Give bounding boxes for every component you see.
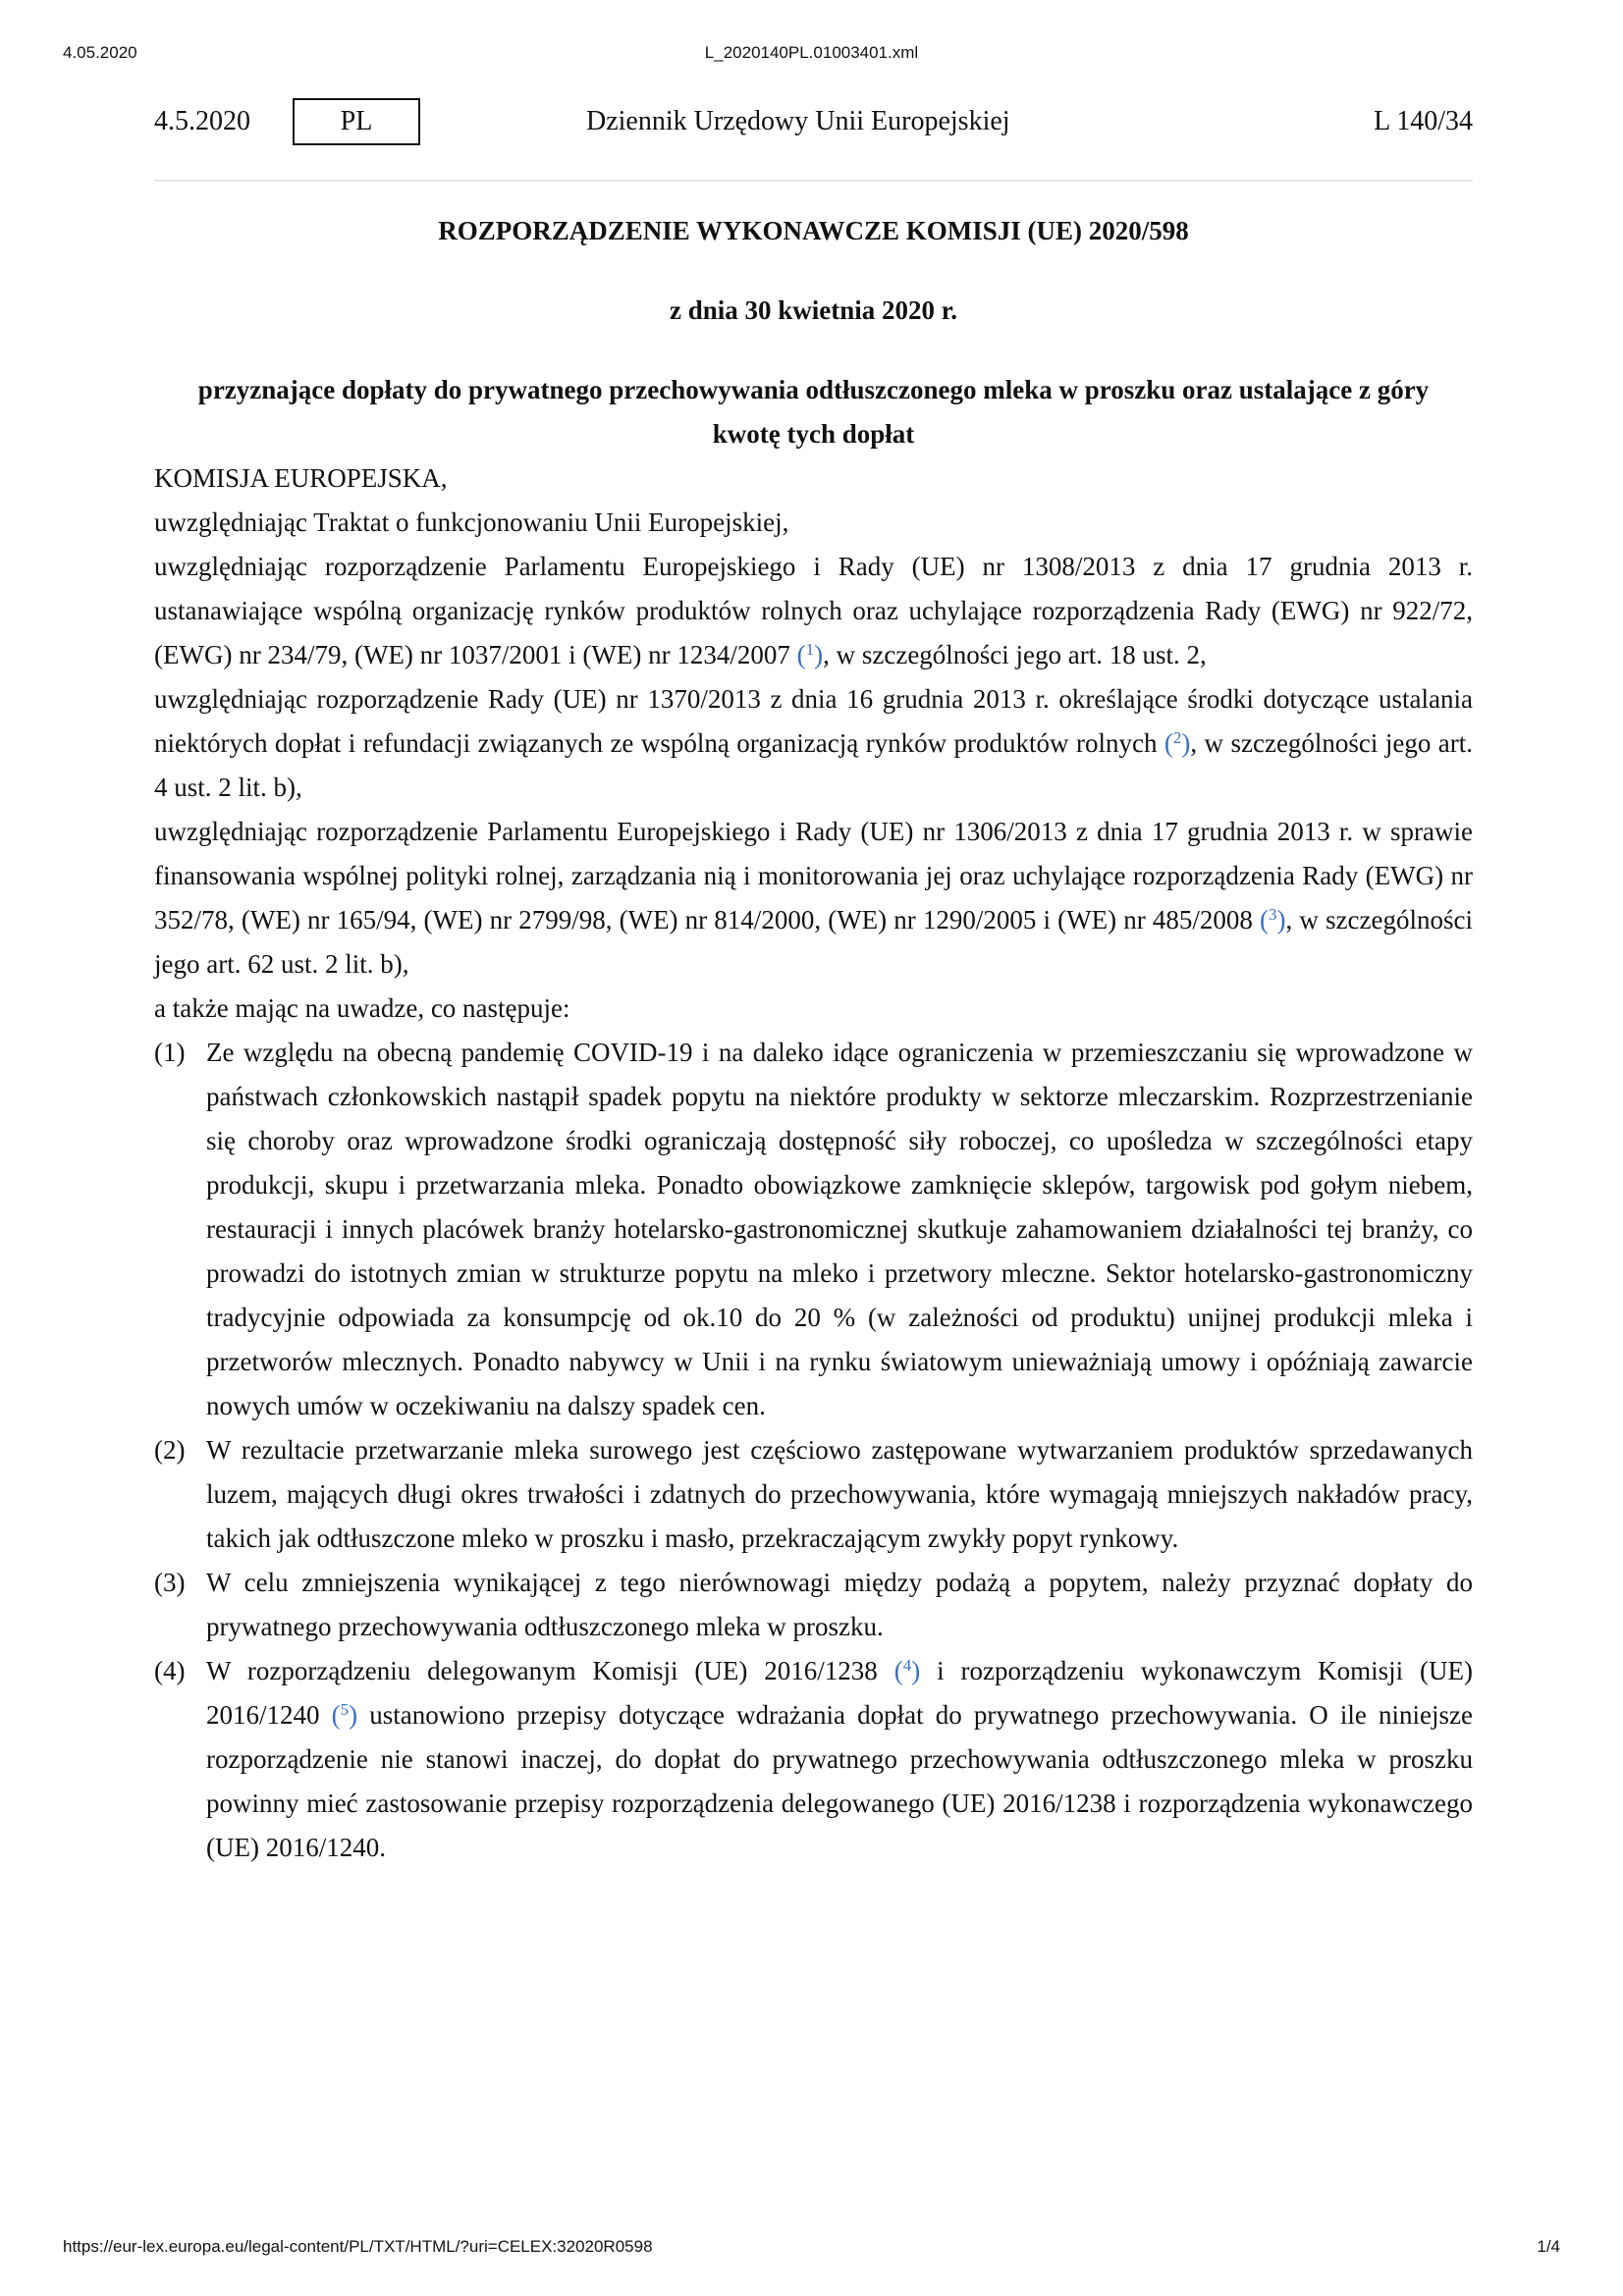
citation-text: uwzględniając rozporządzenie Parlamentu Europejskiego i Rady (UE) nr 1306/2013 z dnia 17 grudnia 2013 r. w sprawie finansowania wspólnej polityki rolnej, zarządzania nią i monitorowania jej oraz uchylające rozporządzenia Rady (EWG) nr 352/78, (WE) nr 165/94, (WE) nr 2799/98, (WE) nr 814/2000, (WE) nr 1290/2005 i (WE) nr 485/2008 (154, 817, 1473, 934)
footnote-number: 1 (805, 640, 815, 659)
document-body (154, 201, 1473, 1870)
footnote-link-5[interactable]: ($^5$) (331, 1700, 358, 1730)
recital-text-part: ustanowiono przepisy dotyczące wdrażania dopłat do prywatnego przechowywania. O ile niniejsze rozporządzenie nie stanowi inaczej, do dopłat do prywatnego przechowywania odtłuszczonego mleka w proszku powinny mieć zastosowanie przepisy rozporządzenia delegowanego (UE) 2016/1238 i rozporządzenia wykonawczego (UE) 2016/1240. (206, 1700, 1473, 1862)
citation-text: , w szczególności jego art. 18 ust. 2, (823, 640, 1207, 669)
citation-text: uwzględniając rozporządzenie Parlamentu Europejskiego i Rady (UE) nr 1308/2013 z dnia 17 grudnia 2013 r. ustanawiające wspólną organizację rynków produktów rolnych oraz uchylające rozporządzenia Rady (EWG) nr 922/72, (EWG) nr 234/79, (WE) nr 1037/2001 i (WE) nr 1234/2007 (154, 552, 1473, 669)
footnote-number: 4 (902, 1656, 912, 1675)
footnote-number: 2 (1172, 728, 1182, 747)
print-header-date: 4.05.2020 (63, 43, 137, 62)
recital-number: (1) (154, 1038, 186, 1067)
citation-2 (154, 677, 1473, 810)
footnote-link-1[interactable]: ($^1$) (796, 640, 824, 669)
recital-number: (2) (154, 1435, 186, 1465)
recital-text: W rezultacie przetwarzanie mleka surowego jest częściowo zastępowane wytwarzaniem produktów sprzedawanych luzem, mających długi okres trwałości i zdatnych do przechowywania, które wymagają mniejszych nakładów pracy, takich jak odtłuszczone mleko w proszku i masło, przekraczającym zwykły popyt rynkowy. (206, 1435, 1473, 1553)
recital-4 (154, 1649, 1473, 1870)
print-footer-url: https://eur-lex.europa.eu/legal-content/PL/TXT/HTML/?uri=CELEX:32020R0598 (63, 2237, 653, 2256)
regulation-subject: przyznające dopłaty do prywatnego przechowywania odtłuszczonego mleka w proszku oraz ustalające z góry kwotę tych dopłat (197, 375, 1430, 449)
footnote-link-2[interactable]: ($^2$) (1163, 728, 1191, 758)
citation-text: , w szczególności jego art. 4 ust. 2 lit. b), (154, 728, 1473, 802)
citation-treaty: uwzględniając Traktat o funkcjonowaniu Unii Europejskiej, (154, 507, 789, 537)
recital-1 (154, 1031, 1473, 1428)
footnote-number: 5 (340, 1700, 350, 1719)
recital-2 (154, 1428, 1473, 1561)
journal-title: Dziennik Urzędowy Unii Europejskiej (586, 106, 1010, 136)
recital-text: Ze względu na obecną pandemię COVID-19 i na daleko idące ograniczenia w przemieszczaniu się wprowadzone w państwach członkowskich nastąpił spadek popytu na niektóre produkty w sektorze mleczarskim. Rozprzestrzenianie się choroby oraz wprowadzone środki ograniczają dostępność siły roboczej, co upośledza w szczególności etapy produkcji, skupu i przetwarzania mleka. Ponadto obowiązkowe zamknięcie sklepów, targowisk pod gołym niebem, restauracji i innych placówek branży hotelarsko-gastronomicznej skutkuje zahamowaniem działalności tej branży, co prowadzi do istotnych zmian w strukturze popytu na mleko i przetwory mleczne. Sektor hotelarsko-gastronomiczny tradycyjnie odpowiada za konsumpcję od ok.10 do 20 % (w zależności od produktu) unijnej produkcji mleka i przetworów mlecznych. Ponadto nabywcy w Unii i na rynku światowym unieważniają umowy i opóźniają zawarcie nowych umów w oczekiwaniu na dalszy spadek cen. (206, 1038, 1473, 1420)
footnote-link-4[interactable]: ($^4$) (893, 1656, 921, 1685)
institution: KOMISJA EUROPEJSKA, (154, 463, 448, 493)
footnote-number: 3 (1269, 905, 1277, 924)
citation-text: uwzględniając rozporządzenie Rady (UE) nr 1370/2013 z dnia 16 grudnia 2013 r. określające środki dotyczące ustalania niektórych dopłat i refundacji związanych ze wspólną organizacją rynków produktów rolnych (154, 684, 1473, 758)
citation-3 (154, 810, 1473, 987)
print-header-filename: L_2020140PL.01003401.xml (704, 43, 919, 62)
recital-text-part: W rozporządzeniu delegowanym Komisji (UE) 2016/1238 (206, 1656, 894, 1685)
regulation-title: ROZPORZĄDZENIE WYKONAWCZE KOMISJI (UE) 2020/598 (438, 216, 1189, 245)
citation-text: , w szczególności jego art. 62 ust. 2 lit. b), (154, 905, 1474, 979)
footnote-link-3[interactable]: ($^3$) (1260, 905, 1286, 934)
recital-3 (154, 1561, 1473, 1649)
recital-text (206, 1649, 1473, 1870)
journal-header (154, 98, 1473, 145)
language-badge: PL (293, 98, 420, 145)
print-footer-page: 1/4 (1537, 2237, 1560, 2256)
publication-date: 4.5.2020 (154, 106, 250, 136)
whereas-intro: a także mając na uwadze, co następuje: (154, 993, 570, 1023)
recital-text: W celu zmniejszenia wynikającej z tego nierównowagi między podażą a popytem, należy przyznać dopłaty do prywatnego przechowywania odtłuszczonego mleka w proszku. (206, 1568, 1473, 1641)
recital-number: (3) (154, 1568, 186, 1597)
header-divider (154, 180, 1473, 182)
recital-text-part: i rozporządzeniu wykonawczym Komisji (UE) 2016/1240 (206, 1656, 1474, 1730)
regulation-date: z dnia 30 kwietnia 2020 r. (669, 295, 958, 325)
recital-number: (4) (154, 1656, 186, 1685)
citation-1 (154, 545, 1473, 677)
journal-reference: L 140/34 (1374, 106, 1473, 136)
